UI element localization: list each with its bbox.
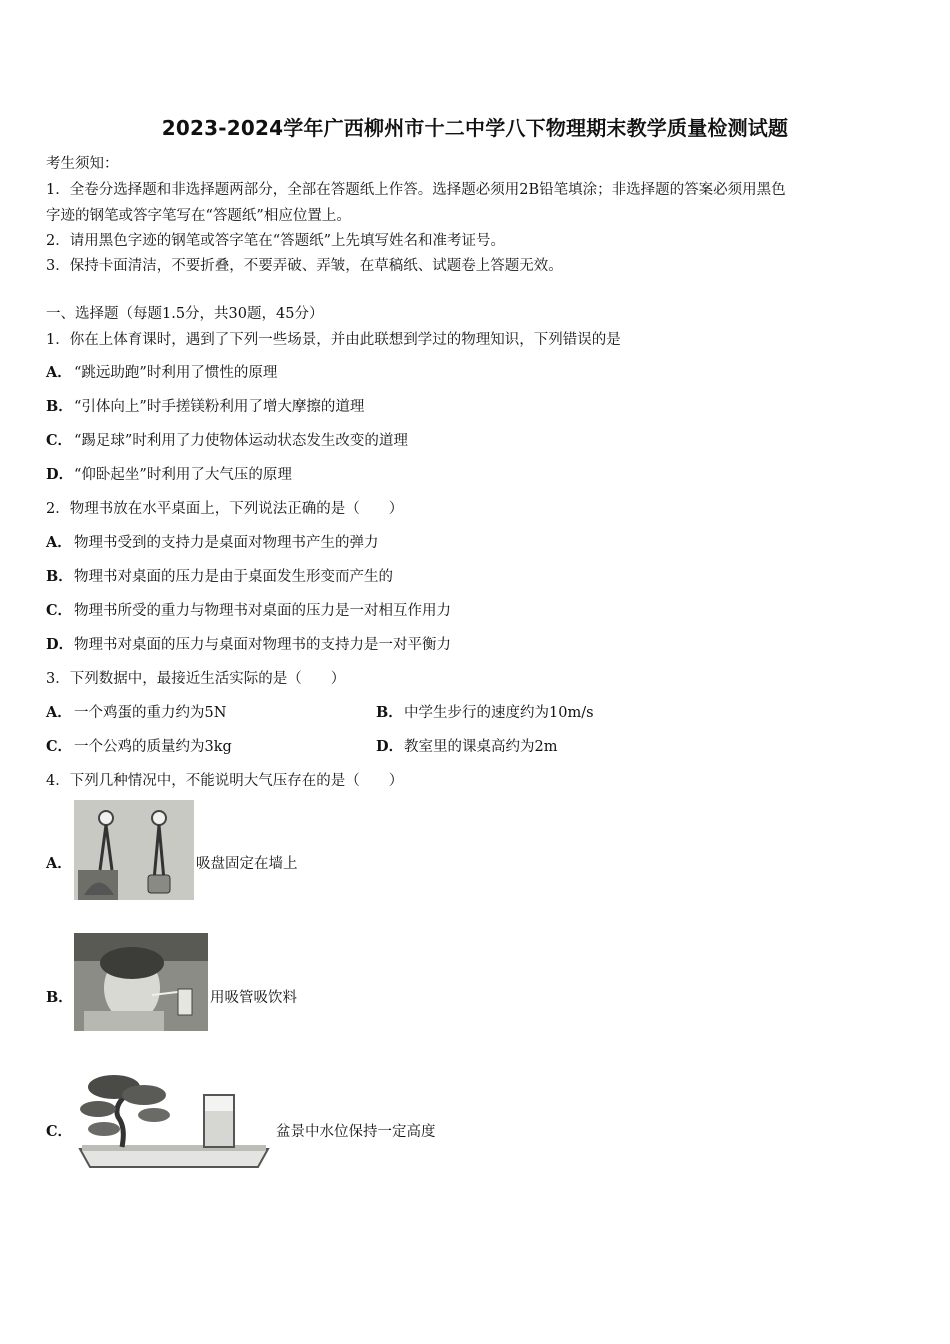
notice-item: 3．保持卡面清洁，不要折叠，不要弄破、弄皱，在草稿纸、试题卷上答题无效。 [46, 258, 563, 274]
notice-item: 2．请用黑色字迹的钢笔或答字笔在“答题纸”上先填写姓名和准考证号。 [46, 233, 506, 249]
q1-option-b [46, 395, 364, 416]
option-label: D． [46, 636, 74, 653]
notice-item: 字迹的钢笔或答字笔写在“答题纸”相应位置上。 [46, 208, 351, 224]
question-4-stem: 4．下列几种情况中，不能说明大气压存在的是（ ） [46, 773, 404, 789]
option-text: 物理书所受的重力与物理书对桌面的压力是一对相互作用力 [74, 603, 451, 619]
bonsai-image [74, 1067, 274, 1173]
option-label: B． [376, 704, 403, 721]
q3-option-d [376, 735, 557, 756]
question-3-stem: 3．下列数据中，最接近生活实际的是（ ） [46, 671, 346, 687]
option-label: D． [46, 466, 74, 483]
q4-option-a-text: 吸盘固定在墙上 [196, 856, 298, 872]
option-label: C． [46, 1123, 73, 1140]
option-label: C． [46, 432, 73, 449]
option-label: D． [376, 738, 404, 755]
question-2-stem: 2．物理书放在水平桌面上，下列说法正确的是（ ） [46, 501, 404, 517]
q4-option-b-label [46, 986, 74, 1007]
option-text: 教室里的课桌高约为2m [404, 739, 558, 755]
option-text: 物理书对桌面的压力是由于桌面发生形变而产生的 [74, 569, 393, 585]
option-text: “仰卧起坐”时利用了大气压的原理 [74, 467, 292, 483]
q2-option-b [46, 565, 393, 586]
q3-option-a [46, 701, 226, 722]
straw-drinking-image [74, 933, 208, 1031]
option-text: “踢足球”时利用了力使物体运动状态发生改变的道理 [74, 433, 408, 449]
suction-cup-image [74, 800, 194, 900]
option-text: 一个鸡蛋的重力约为5N [74, 705, 227, 721]
option-label: A． [46, 704, 72, 721]
option-label: B． [46, 398, 73, 415]
option-label: A． [46, 855, 72, 872]
option-text: “跳远助跑”时利用了惯性的原理 [74, 365, 278, 381]
question-1-stem: 1．你在上体育课时，遇到了下列一些场景，并由此联想到学过的物理知识，下列错误的是 [46, 332, 621, 348]
notice-item: 1．全卷分选择题和非选择题两部分，全部在答题纸上作答。选择题必须用2B铅笔填涂；非选择题的答案必须用黑色 [46, 182, 786, 198]
option-text: “引体向上”时手搓镁粉利用了增大摩擦的道理 [74, 399, 365, 415]
q1-option-c [46, 429, 408, 450]
option-label: A． [46, 534, 72, 551]
q2-option-d [46, 633, 451, 654]
notice-heading: 考生须知： [46, 156, 119, 172]
option-text: 物理书对桌面的压力与桌面对物理书的支持力是一对平衡力 [74, 637, 451, 653]
q3-option-b [376, 701, 594, 722]
q2-option-a [46, 531, 379, 552]
q4-option-a-label [46, 852, 74, 873]
option-label: C． [46, 602, 73, 619]
q1-option-a [46, 361, 277, 382]
q4-option-c-label [46, 1120, 74, 1141]
q4-option-c-text: 盆景中水位保持一定高度 [276, 1124, 436, 1140]
option-text: 中学生步行的速度约为10m/s [404, 705, 594, 721]
q1-option-d [46, 463, 292, 484]
q3-option-c [46, 735, 232, 756]
q4-option-b-text: 用吸管吸饮料 [210, 990, 297, 1006]
q2-option-c [46, 599, 451, 620]
section-heading: 一、选择题（每题1.5分，共30题，45分） [46, 306, 324, 322]
option-label: A． [46, 364, 72, 381]
page-title: 2023-2024学年广西柳州市十二中学八下物理期末教学质量检测试题 [161, 116, 789, 140]
option-label: B． [46, 989, 73, 1006]
option-label: C． [46, 738, 73, 755]
option-label: B． [46, 568, 73, 585]
option-text: 一个公鸡的质量约为3kg [74, 739, 232, 755]
option-text: 物理书受到的支持力是桌面对物理书产生的弹力 [74, 535, 379, 551]
